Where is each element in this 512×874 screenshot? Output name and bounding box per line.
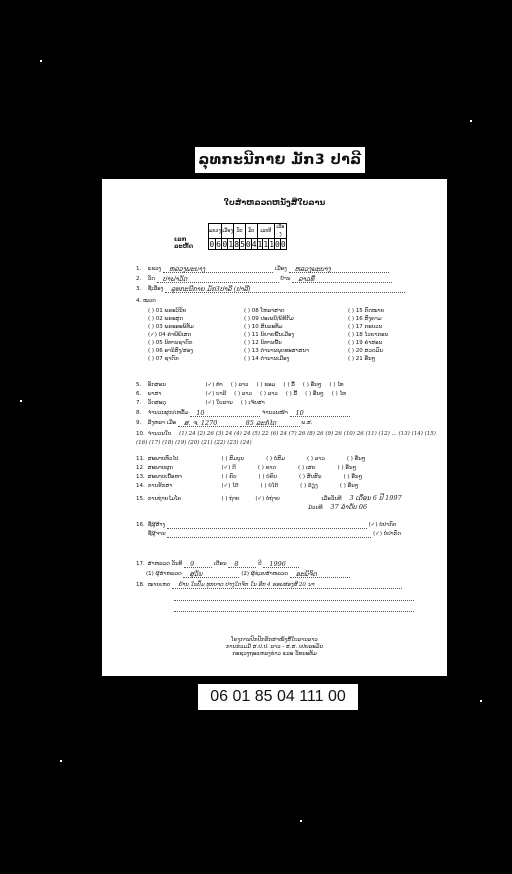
bundle-state-option[interactable]: ( ) ອື່ນໆ: [337, 465, 357, 471]
code-digit: 6: [216, 239, 221, 249]
category-option[interactable]: ( ) 06 ອານິສົງ/ສອງ: [148, 348, 193, 354]
code-digit: 0: [275, 239, 280, 249]
field-remarks: 18. ໝາຍເຫດ ຢ້ານ ໃນປຶ້ມ ທຸກບາດ ປາງໃດຈັກ ໃນ ອີກ 4 ຮອຍສອງສີ 20 ນາ: [136, 582, 402, 589]
script-option[interactable]: ( ) ຂອມ: [256, 382, 276, 388]
field-scribe: ຊື່ຜູ້ຈານ (✓) ບໍ່ປາກົດ: [147, 531, 402, 537]
code-digit: 8: [234, 239, 240, 249]
code-digit: 1: [257, 239, 263, 249]
field-script: 5. ອັກສອນ (✓) ທຳ ( ) ລາວ ( ) ຂອມ ( ) ລື້ ( ) ອື່ນໆ ( ) ໄທ: [136, 382, 344, 388]
field-survey-date: 17. ສຳຫລວດ ວັນທີ 9 ເດືອນ 8 ປີ 1996: [136, 561, 299, 568]
language-option[interactable]: ( ) ລາວ: [259, 391, 278, 397]
category-options: [148, 308, 438, 364]
title-value: ລຸທກະນີກາຍ ມັກ3ປາລີ (ປາລີ): [171, 285, 251, 293]
preservation-option[interactable]: ( ) ອື່ນໆ: [339, 483, 359, 489]
category-option[interactable]: ( ) 19 ຄຳສອນ: [348, 340, 383, 346]
field-microfilm: 15. ການຖ່າຍໄມໂຄ ( ) ຖ່າຍ (✓) ບໍ່ຖ່າຍ ເມື່ອວັນທີ 3 ເດືອນ 6 ປີ 1997: [136, 494, 402, 502]
survey-form: [101, 178, 448, 677]
category-option[interactable]: ( ) 12 ນິທານພື້ນ: [244, 340, 282, 346]
field-bundle-state: 12. ສະພາບຜູກ (✓) ດີ ( ) ຂາດ ( ) ເສຍ ( ) ອື່ນໆ: [136, 465, 357, 471]
field-content-state: 13. ສະພາບເນື້ອຫາ ( ) ຄົບ ( ) ບໍ່ຄົບ ( ) ສັບສົນ ( ) ອື່ນໆ: [136, 474, 363, 480]
condition-option[interactable]: ( ) ບໍ່ສົມ: [266, 456, 286, 462]
content-state-option[interactable]: ( ) ສັບສົນ: [298, 474, 322, 480]
form-title: ໃບສຳຫລວດຫນັງສືໃບລານ: [223, 198, 326, 207]
field-condition: 11. ສະພາບທົ່ວໄປ ( ) ສົມບູນ ( ) ບໍ່ສົມ ( ) ລາວ ( ) ອື່ນໆ: [136, 456, 366, 462]
code-digit: 1: [263, 239, 269, 249]
code-digit: 0: [280, 239, 286, 249]
field-leaf-count: 10. ຈຳນວນໃບ (1) 24 (2) 26 (3) 24 (4) 24 (5) 22 (6) 24 (7) 26 (8) 26 (9) 26 (10) 26 (11) (12) ... (13) (14) (15) (16) (17) (18) (19) (20) (21) (22) (23) (24): [136, 431, 436, 446]
category-option[interactable]: ( ) 09 ປະເພນີ/ພິທີກັມ: [244, 316, 294, 322]
bundle-state-option[interactable]: ( ) ເສຍ: [298, 465, 316, 471]
code-digit: 0: [209, 239, 215, 249]
category-option[interactable]: ( ) 21 ອື່ນໆ: [348, 356, 376, 362]
category-option[interactable]: ( ) 16 ສົງຄາມ: [348, 316, 382, 322]
category-option[interactable]: ( ) 17 ກະບວນ: [348, 324, 383, 330]
district-value: ຫລວງພະບາງ: [294, 265, 331, 273]
code-header: ເລືອງ: [276, 224, 285, 237]
field-province: 1. ແຂວງ ຫລວງພະບາງ ເມືອງ ຫລວງພະບາງ: [136, 266, 389, 273]
script-option[interactable]: ( ) ລາວ: [230, 382, 249, 388]
content-state-option[interactable]: ( ) ຄົບ: [221, 474, 237, 480]
code-digit: 5: [240, 239, 245, 249]
field-date-written: 9. ລືງຫລາ ເມື່ອ ສ. ຈ. 1270 85 ລະກໍ່ໄດ ພ.ສ.: [136, 419, 313, 427]
scan-speck: [480, 700, 482, 702]
category-option[interactable]: (✓) 04 ຄຳພີພິເສດ: [148, 332, 192, 338]
scan-speck: [300, 820, 302, 822]
category-option[interactable]: ( ) 01 ພຣະວິນັຍ: [148, 308, 187, 314]
microfilm-option[interactable]: (✓) ບໍ່ຖ່າຍ: [255, 496, 280, 502]
category-option[interactable]: ( ) 07 ຊາດົກ: [148, 356, 179, 362]
village-value: ລາວທ່ີ: [298, 275, 315, 283]
code-digit: 0: [245, 239, 251, 249]
script-option[interactable]: (✓) ທຳ: [205, 382, 223, 388]
code-digit: 1: [228, 239, 234, 249]
category-option[interactable]: ( ) 20 ສວດມົນ: [348, 348, 384, 354]
language-option[interactable]: ( ) ອື່ນໆ: [305, 391, 324, 397]
category-option[interactable]: ( ) 02 ພຣະສູດ: [148, 316, 184, 322]
section-category: 4. ໝວດ: [136, 298, 156, 304]
form-footer: [102, 637, 447, 658]
code-digit: 1: [269, 239, 275, 249]
province-value: ຫລວງພະບາງ: [169, 265, 206, 273]
footer-line: ໂຄງການປົກປັກຮັກສາໜັງສືໃບລານລາວ: [231, 637, 318, 643]
field-material: 7. ວັດສະດຸ (✓) ໃບລານ ( ) ເຈ້ຍສາ: [136, 400, 265, 406]
category-option[interactable]: ( ) 15 ກົດໝາຍ: [348, 308, 385, 314]
code-header: ແຂວງ: [209, 224, 222, 239]
material-option[interactable]: (✓) ໃບລານ: [205, 400, 233, 406]
script-option[interactable]: ( ) ອື່ນໆ: [302, 382, 322, 388]
code-header: ມັດ: [245, 224, 257, 239]
temple-value: ປາຝາວັດ: [162, 275, 188, 283]
footer-line: ການຮ່ວມມື ສ.ປ.ປ. ລາວ - ສ.ສ. ເຢຍລະມັນ: [225, 644, 324, 650]
scan-speck: [60, 760, 62, 762]
content-state-option[interactable]: ( ) ບໍ່ຄົບ: [258, 474, 277, 480]
script-option[interactable]: ( ) ລື້: [283, 382, 295, 388]
field-surveyors: (1) ຜູ້ສຳຫລວດ ສຸວັນ (2) ຜູ້ຊ່ວຍສຳຫລວດ ອະພິຈິດ: [146, 571, 350, 578]
category-option[interactable]: ( ) 13 ຕຳນານພຸດທະສາສນາ: [244, 348, 310, 354]
field-bundles: 8. ຈຳນວນຜູກ/ເຫລັ້ມ 10 ຈຳນວນໜ້າ 10: [136, 410, 350, 417]
footer-line: ກະຊວງຖະແຫລງຂ່າວ ແລະ ວັທນະທັມ: [232, 651, 317, 657]
microfilm-option[interactable]: ( ) ຖ່າຍ: [221, 496, 240, 502]
field-microfilm-reel: ມ້ວນທີ 37 ລຳດັບ 06: [308, 503, 368, 511]
code-header: ເມືອງ: [222, 224, 234, 239]
code-digit: 4: [251, 239, 257, 249]
content-state-option[interactable]: ( ) ອື່ນໆ: [343, 474, 363, 480]
code-table: [208, 223, 287, 250]
category-option[interactable]: ( ) 03 ພຣະອະພິທັມ: [148, 324, 194, 330]
condition-option[interactable]: ( ) ສົມບູນ: [221, 456, 245, 462]
bundle-state-option[interactable]: (✓) ດີ: [221, 465, 236, 471]
condition-option[interactable]: ( ) ອື່ນໆ: [346, 456, 366, 462]
language-option[interactable]: ( ) ລາວ: [234, 391, 252, 397]
remarks-continuation: [174, 605, 414, 612]
code-digit: 0: [222, 239, 228, 249]
code-header: ເລກທີ: [257, 224, 274, 239]
field-preservation: 14. ການຮັກສາ (✓) ໄດ້ ( ) ບໍ່ໄດ້ ( ) ລ້ຽງ ( ) ອື່ນໆ: [136, 483, 359, 489]
preservation-option[interactable]: ( ) ບໍ່ໄດ້: [260, 483, 279, 489]
field-temple: 2. ວັດ ປາຝາວັດ ບ້ານ ລາວທ່ີ: [136, 276, 392, 283]
language-option[interactable]: (✓) ບາລີ: [205, 391, 227, 397]
script-option[interactable]: ( ) ໄທ: [329, 382, 344, 388]
scan-speck: [470, 120, 472, 122]
manuscript-code-banner: 06 01 85 04 111 00: [197, 683, 359, 711]
remarks-continuation: [174, 594, 414, 601]
document-title-label: ລຸທກະນີກາຍ ມັກ3 ປາລີ: [194, 146, 366, 174]
language-option[interactable]: ( ) ໄທ: [331, 391, 346, 397]
pages-value: 10: [295, 409, 304, 417]
scribe-unknown[interactable]: (✓) ບໍ່ປາກົດ: [373, 531, 402, 537]
category-option[interactable]: ( ) 10 ສິນລະທັມ: [244, 324, 283, 330]
category-option[interactable]: ( ) 14 ຕຳນານເມືອງ: [244, 356, 290, 362]
bundle-state-option[interactable]: ( ) ຂາດ: [257, 465, 277, 471]
category-option[interactable]: ( ) 08 ໂຫລາສາດ: [244, 308, 285, 314]
category-option[interactable]: ( ) 18 ໄວຍາກອນ: [348, 332, 389, 338]
preservation-option[interactable]: ( ) ລ້ຽງ: [300, 483, 318, 489]
author-unknown[interactable]: (✓) ບໍ່ປາກົດ: [368, 522, 397, 528]
preservation-option[interactable]: (✓) ໄດ້: [221, 483, 239, 489]
category-option[interactable]: ( ) 05 ນິທານຊາດົກ: [148, 340, 193, 346]
category-option[interactable]: ( ) 11 ນິຍາຍພື້ນເມືອງ: [244, 332, 295, 338]
field-author: 16. ຊື່ຜູ້ສ້າງ (✓) ບໍ່ປາກົດ: [136, 522, 397, 528]
scan-speck: [20, 400, 22, 402]
field-title: 3. ຊື່ເລື່ອງ ລຸທກະນີກາຍ ມັກ3ປາລີ (ປາລີ): [136, 286, 405, 293]
material-option[interactable]: ( ) ເຈ້ຍສາ: [240, 400, 265, 406]
code-header: ວັດ: [234, 224, 246, 239]
code-label: ເລກລະຫັດ: [174, 236, 194, 250]
field-language: 6. ພາສາ (✓) ບາລີ ( ) ລາວ ( ) ລາວ ( ) ລື້ ( ) ອື່ນໆ ( ) ໄທ: [136, 391, 346, 397]
language-option[interactable]: ( ) ລື້: [285, 391, 298, 397]
bundles-value: 10: [196, 409, 205, 417]
condition-option[interactable]: ( ) ລາວ: [307, 456, 325, 462]
scan-speck: [40, 60, 42, 62]
